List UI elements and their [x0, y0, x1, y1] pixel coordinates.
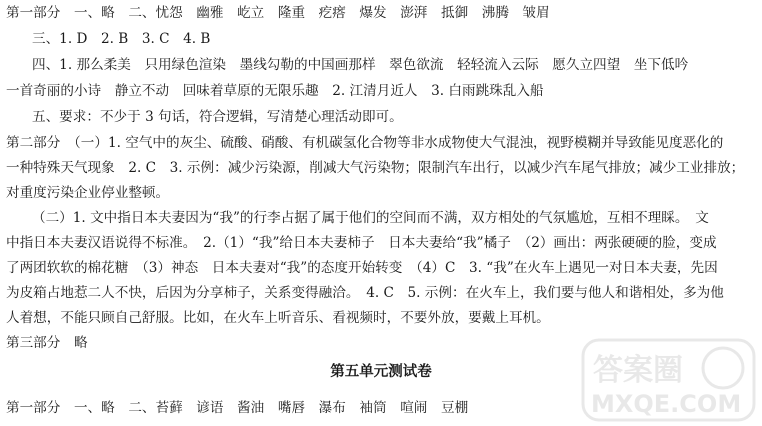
- watermark-url: MXQE.COM: [591, 390, 742, 418]
- text-line-1: 第一部分 一、略 二、忧怨 幽雅 屹立 隆重 疙瘩 爆发 澎湃 抵御 沸腾 皱眉: [6, 5, 550, 21]
- text-line-11: 了两团软软的棉花糖 （3）神态 日本夫妻对“我”的态度开始转变 （4）C 3. “我”在火车上遇见一对日本夫妻，先因: [6, 260, 718, 276]
- text-line-3: 四、1. 那么柔美 只用绿色渲染 墨线勾勒的中国画那样 翠色欲流 轻轻流入云际 愿久立四望 坐下低吟: [32, 57, 689, 73]
- text-line-2: 三、1. D 2. B 3. C 4. B: [32, 31, 211, 47]
- text-line-5: 五、要求：不少于 3 句话，符合逻辑，写清楚心理活动即可。: [32, 109, 403, 125]
- text-line-6: 第二部分 （一）1. 空气中的灰尘、硫酸、硝酸、有机碳氢化合物等非水成物使大气混浊，视野模糊并导致能见度恶化的: [6, 135, 724, 151]
- text-line-9: （二）1. 文中指日本夫妻因为“我”的行李占据了属于他们的空间而不满，双方相处的气氛尴尬，互相不理睬。 文: [32, 210, 709, 226]
- text-line-4: 一首奇丽的小诗 静立不动 回味着草原的无限乐趣 2. 江清月近人 3. 白雨跳珠乱入船: [6, 83, 544, 99]
- text-line-8: 对重度污染企业停业整顿。: [6, 185, 170, 201]
- text-line-final: 第一部分 一、略 二、苔藓 谚语 酱油 嘴唇 瀑布 袖筒 喧闹 豆棚: [6, 400, 469, 416]
- text-line-13: 人着想，不能只顾自己舒服。比如，在火车上听音乐、看视频时，不要外放，要戴上耳机。: [6, 310, 550, 326]
- watermark-logo-text: 答案圈: [593, 353, 683, 388]
- text-line-14: 第三部分 略: [6, 335, 88, 351]
- text-line-12: 为皮箱占地惹二人不快，后因为分享柿子，关系变得融洽。 4. C 5. 示例：在火车上，我们要与他人和谐相处，多为他: [6, 285, 724, 301]
- section-title: 第五单元测试卷: [330, 364, 432, 380]
- text-line-7: 一种特殊天气现象 2. C 3. 示例：减少污染源，削减大气污染物；限制汽车出行，以减少汽车尾气排放；减少工业排放；: [6, 160, 745, 176]
- text-line-10: 中指日本夫妻汉语说得不标准。 2.（1）“我”给日本夫妻柿子 日本夫妻给“我”橘子 （2）画出：两张硬硬的脸，变成: [6, 235, 717, 251]
- watermark-logo-icon: [581, 338, 756, 422]
